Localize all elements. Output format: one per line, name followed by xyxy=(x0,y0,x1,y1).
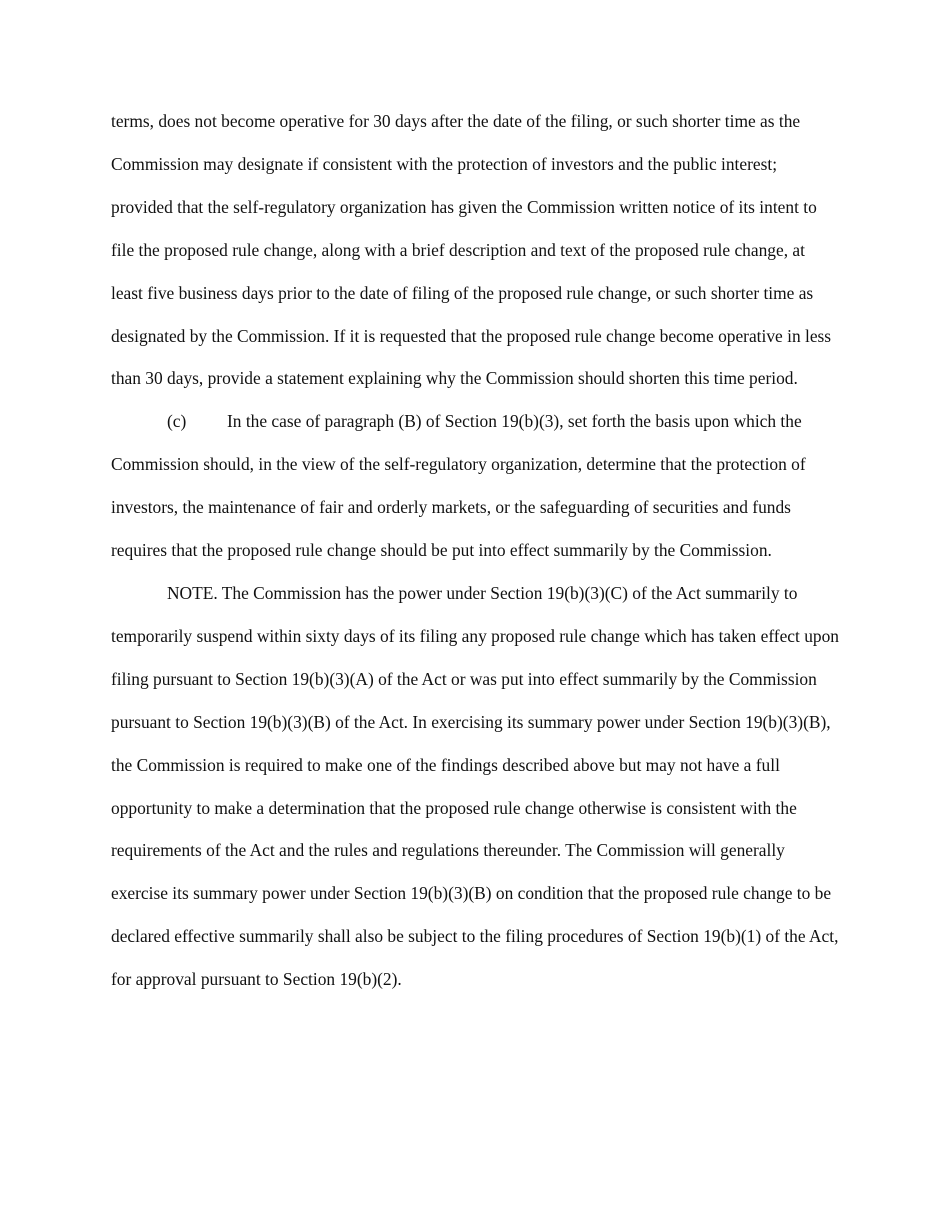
item-c-text: In the case of paragraph (B) of Section 19(b)(3), set forth the basis upon which the Commission should, in the view of the self-regulatory organization, determine that the protection of investors, the maintenance of fair and orderly markets, or the safeguarding of securities and funds requires that the proposed rule change should be put into effect summarily by the Commission. xyxy=(111,411,806,561)
paragraph-note: NOTE. The Commission has the power under Section 19(b)(3)(C) of the Act summarily to temporarily suspend within sixty days of its filing any proposed rule change which has taken effect upon filing pursuant to Section 19(b)(3)(A) of the Act or was put into effect summarily by the Commission pursuant to Section 19(b)(3)(B) of the Act. In exercising its summary power under Section 19(b)(3)(B), the Commission is required to make one of the findings described above but may not have a full opportunity to make a determination that the proposed rule change otherwise is consistent with the requirements of the Act and the rules and regulations thereunder. The Commission will generally exercise its summary power under Section 19(b)(3)(B) on condition that the proposed rule change to be declared effective summarily shall also be subject to the filing procedures of Section 19(b)(1) of the Act, for approval pursuant to Section 19(b)(2). xyxy=(111,582,839,990)
document-page xyxy=(111,100,841,1001)
paragraph-item-c xyxy=(111,400,841,572)
item-c-label: (c) xyxy=(167,411,187,432)
paragraph-continuation: terms, does not become operative for 30 days after the date of the filing, or such shorter time as the Commission may designate if consistent with the protection of investors and the public interest; provided that the self-regulatory organization has given the Commission written notice of its intent to file the proposed rule change, along with a brief description and text of the proposed rule change, at least five business days prior to the date of filing of the proposed rule change, or such shorter time as designated by the Commission. If it is requested that the proposed rule change become operative in less than 30 days, provide a statement explaining why the Commission should shorten this time period. xyxy=(111,111,832,389)
